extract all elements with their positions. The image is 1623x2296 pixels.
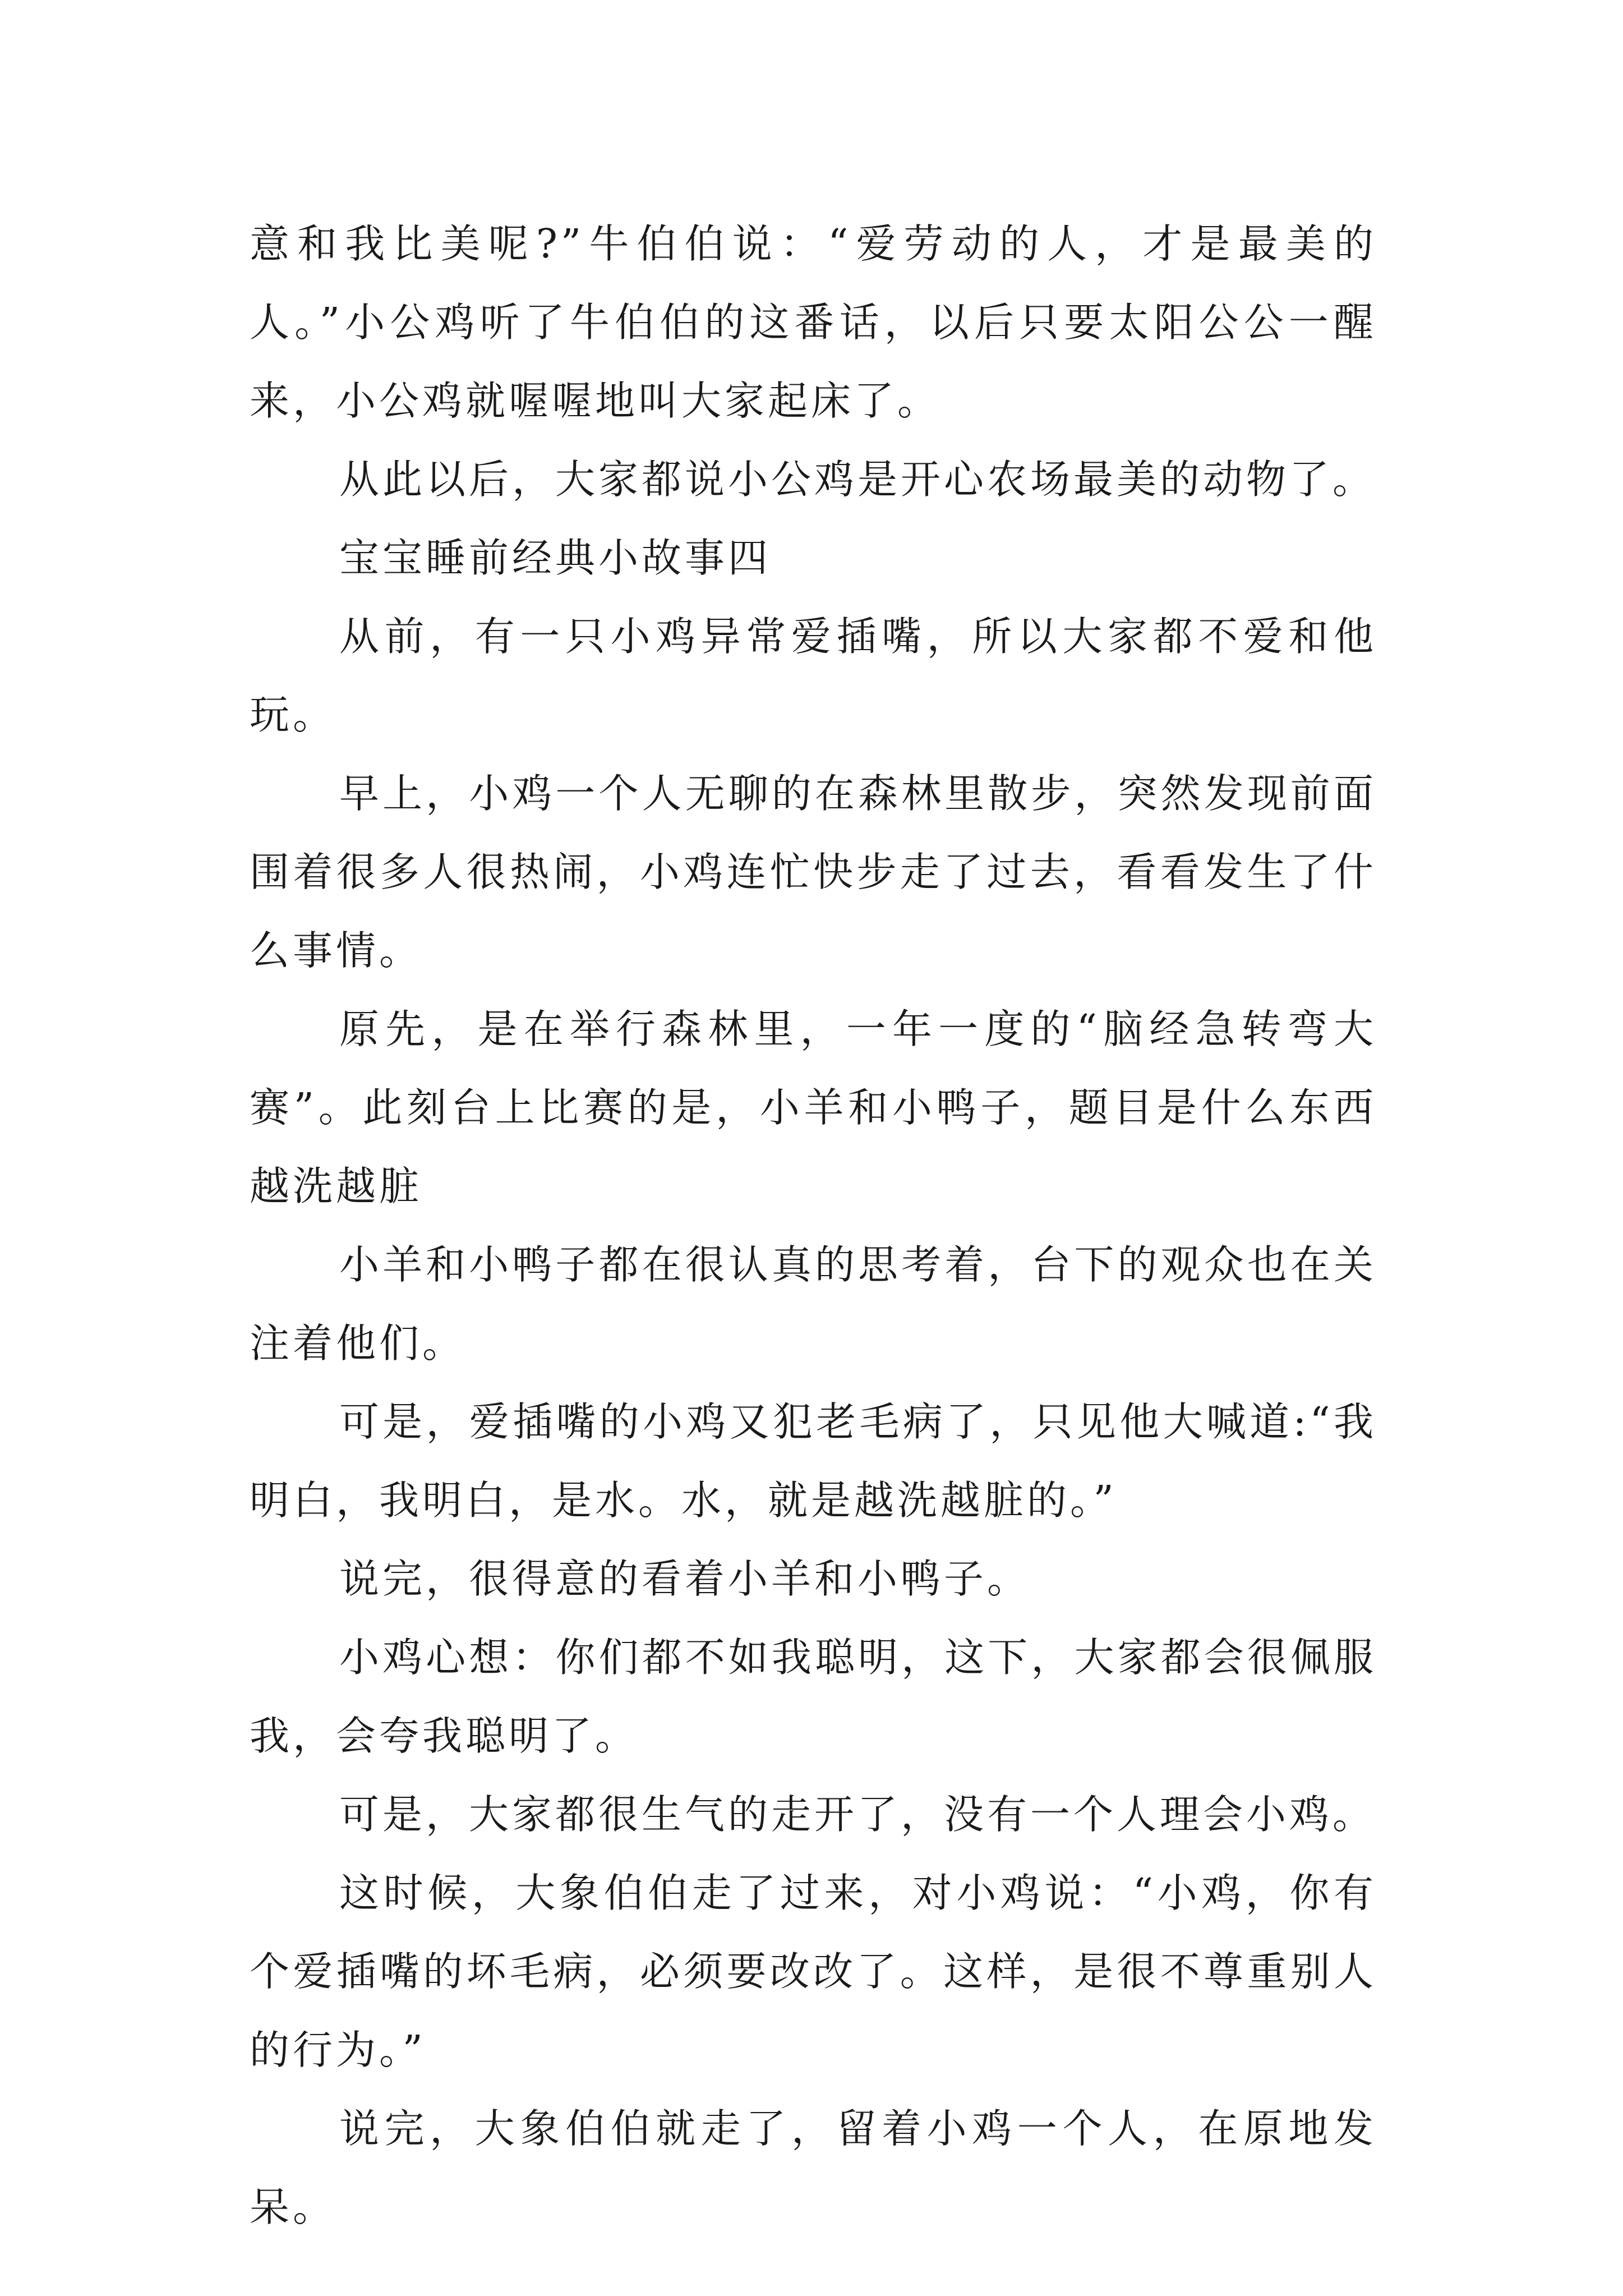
paragraph: 这时候，大象伯伯走了过来，对小鸡说：“小鸡，你有个爱插嘴的坏毛病，必须要改改了。这样，是很不尊重别人的行为。” [250,1870,1377,2073]
paragraph-continuation: 意和我比美呢?”牛伯伯说：“爱劳动的人，才是最美的人。”小公鸡听了牛伯伯的这番话，以后只要太阳公公一醒来，小公鸡就喔喔地叫大家起床了。 [250,220,1377,424]
paragraph: 小鸡心想：你们都不如我聪明，这下，大家都会很佩服我，会夸我聪明了。 [250,1634,1377,1759]
paragraph: 说完，大象伯伯就走了，留着小鸡一个人，在原地发呆。 [250,2105,1377,2230]
paragraph: 小羊和小鸭子都在很认真的思考着，台下的观众也在关注着他们。 [250,1241,1377,1366]
paragraph: 可是，大家都很生气的走开了，没有一个人理会小鸡。 [339,1791,1376,1838]
paragraph: 可是，爱插嘴的小鸡又犯老毛病了，只见他大喊道:“我明白，我明白，是水。水，就是越洗越脏的。” [250,1398,1377,1524]
document-body [250,205,1377,2247]
paragraph: 从前，有一只小鸡异常爱插嘴，所以大家都不爱和他玩。 [250,613,1377,738]
paragraph: 从此以后，大家都说小公鸡是开心农场最美的动物了。 [339,456,1376,503]
paragraph: 说完，很得意的看着小羊和小鸭子。 [339,1556,1031,1602]
paragraph: 早上，小鸡一个人无聊的在森林里散步，突然发现前面围着很多人很热闹，小鸡连忙快步走了过去，看看发生了什么事情。 [250,770,1377,974]
paragraph: 原先，是在举行森林里，一年一度的“脑经急转弯大赛”。此刻台上比赛的是，小羊和小鸭子，题目是什么东西越洗越脏 [250,1006,1377,1209]
story-heading: 宝宝睡前经典小故事四 [339,535,772,581]
